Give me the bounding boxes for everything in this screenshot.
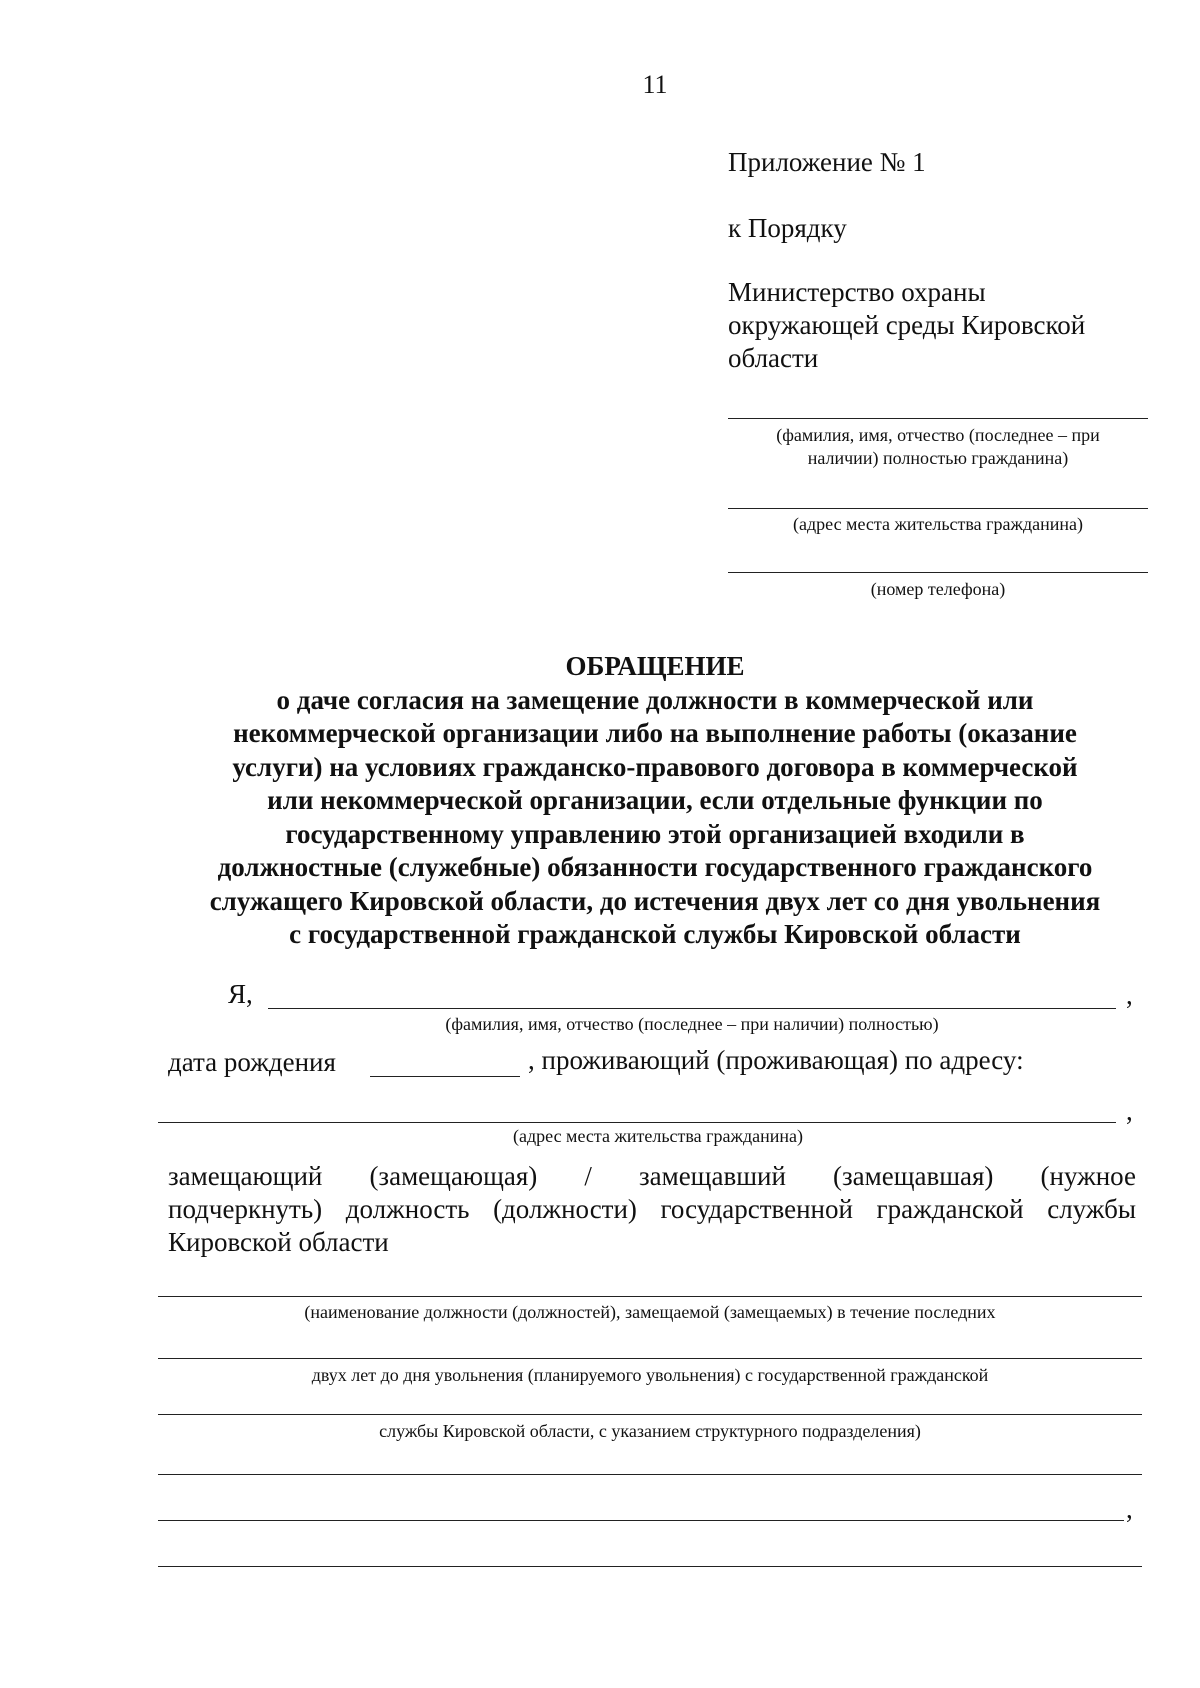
i-label: Я, <box>228 979 253 1009</box>
position-field-6[interactable] <box>158 1566 1142 1567</box>
position-caption-1: (наименование должности (должностей), замещаемой (замещаемых) в течение последних <box>304 1302 996 1322</box>
position-field-3[interactable] <box>158 1414 1142 1415</box>
position-caption-3: службы Кировской области, с указанием структурного подразделения) <box>379 1421 921 1441</box>
title-line: с государственной гражданской службы Кировской области <box>289 919 1021 949</box>
fio-field[interactable] <box>268 1008 1116 1009</box>
position-caption-2: двух лет до дня увольнения (планируемого увольнения) с государственной гражданской <box>311 1365 989 1385</box>
addressee-line-2: окружающей среды Кировской <box>728 310 1086 340</box>
applicant-fio-field[interactable] <box>728 418 1148 419</box>
fio-caption: (фамилия, имя, отчество (последнее – при наличии) полностью) <box>445 1014 939 1034</box>
position-field-1[interactable] <box>158 1296 1142 1297</box>
applicant-fio-caption-1: (фамилия, имя, отчество (последнее – при <box>776 425 1100 445</box>
position-comma: , <box>1126 1494 1133 1524</box>
applicant-phone-caption: (номер телефона) <box>870 579 1006 599</box>
title-line: должностные (служебные) обязанности государственного гражданского <box>217 852 1093 882</box>
address-field[interactable] <box>158 1122 1116 1123</box>
position-field-5[interactable] <box>158 1520 1124 1521</box>
title-line: служащего Кировской области, до истечения двух лет со дня увольнения <box>209 885 1101 916</box>
residing-label: , проживающий (проживающая) по адресу: <box>528 1045 1024 1075</box>
addressee-line-1: Министерство охраны <box>728 277 986 307</box>
address-caption: (адрес места жительства гражданина) <box>512 1126 804 1146</box>
fio-comma: , <box>1126 980 1133 1010</box>
applicant-fio-caption-2: наличии) полностью гражданина) <box>807 448 1069 468</box>
applicant-phone-field[interactable] <box>728 572 1148 573</box>
birth-date-label: дата рождения <box>168 1047 336 1077</box>
applicant-address-field[interactable] <box>728 508 1148 509</box>
birth-date-field[interactable] <box>370 1076 520 1077</box>
annex-to: к Порядку <box>728 213 847 243</box>
title-line: или некоммерческой организации, если отдельные функции по <box>267 785 1043 815</box>
applicant-address-caption: (адрес места жительства гражданина) <box>792 514 1084 534</box>
title-line: некоммерческой организации либо на выполнение работы (оказание <box>233 718 1077 748</box>
document-title <box>160 650 1150 952</box>
position-text-line-2: подчеркнуть) должность (должности) государственной гражданской службы <box>168 1194 1136 1224</box>
addressee-line-3: области <box>728 343 819 373</box>
annex-number: Приложение № 1 <box>728 147 926 177</box>
title-main: ОБРАЩЕНИЕ <box>565 651 745 681</box>
position-text-line-3: Кировской области <box>168 1227 389 1257</box>
position-text-line-1: замещающий (замещающая) / замещавший (замещавшая) (нужное <box>168 1161 1136 1191</box>
position-field-2[interactable] <box>158 1358 1142 1359</box>
title-line: услуги) на условиях гражданско-правового договора в коммерческой <box>232 751 1078 782</box>
title-line: государственному управлению этой организацией входили в <box>285 818 1025 849</box>
address-comma: , <box>1126 1096 1133 1126</box>
page-number: 11 <box>642 70 668 99</box>
title-line: о даче согласия на замещение должности в коммерческой или <box>276 684 1034 715</box>
position-field-4[interactable] <box>158 1474 1142 1475</box>
